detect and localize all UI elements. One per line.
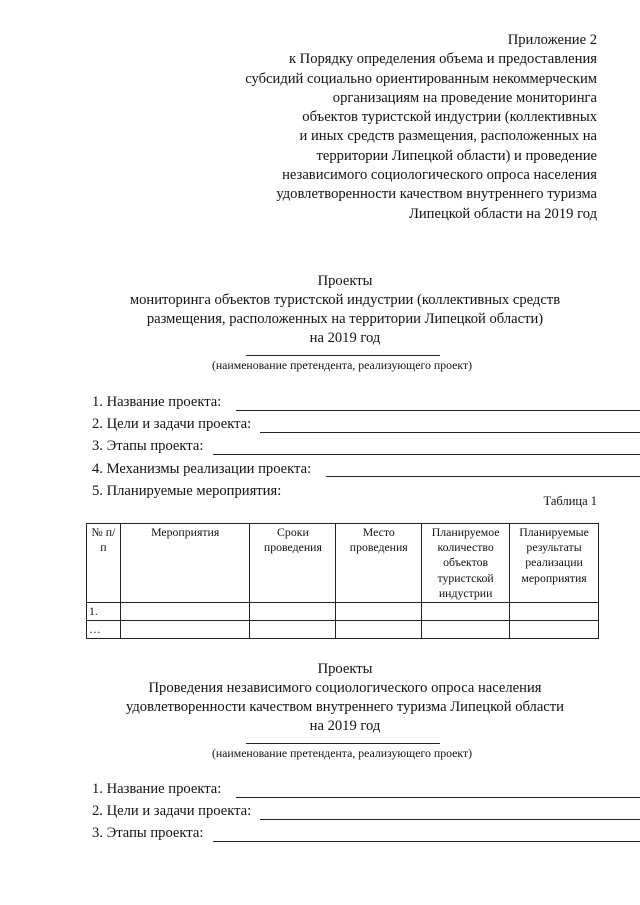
section1-title-line: мониторинга объектов туристской индустрии (коллективных средств: [129, 292, 561, 308]
goals-field[interactable]: [260, 432, 640, 433]
project-name-field-2[interactable]: [236, 797, 640, 798]
col-header-activities: Мероприятия: [120, 524, 250, 603]
mechanisms-item: [92, 458, 311, 480]
appendix-line: субсидий социально ориентированным некоммерческим: [245, 70, 597, 87]
goals-field-2[interactable]: [260, 819, 640, 820]
table-cell[interactable]: [120, 621, 250, 639]
section1-title-line: Проекты: [317, 273, 373, 289]
table-cell[interactable]: [422, 603, 510, 621]
section1-title: [0, 272, 640, 348]
applicant-name-line: [246, 355, 440, 356]
table-row: [87, 621, 599, 639]
table-cell[interactable]: [250, 621, 336, 639]
appendix-line: удовлетворенности качеством внутреннего туризма: [276, 186, 597, 203]
section2-title-line: удовлетворенности качеством внутреннего туризма Липецкой области: [126, 699, 564, 715]
section2-items: [92, 778, 251, 845]
appendix-line: Липецкой области на 2019 год: [408, 205, 597, 222]
planned-activities-label: 5. Планируемые мероприятия:: [92, 482, 282, 499]
planned-activities-item: [92, 480, 311, 502]
section2-title-line: Проведения независимого социологического опроса населения: [148, 680, 542, 696]
section2-title: [0, 660, 640, 736]
section2-title-line: Проекты: [317, 661, 373, 677]
table-cell[interactable]: [510, 603, 599, 621]
appendix-line: организациям на проведение мониторинга: [332, 89, 597, 106]
mechanisms-label: 4. Механизмы реализации проекта:: [92, 460, 312, 477]
table-cell[interactable]: [120, 603, 250, 621]
table-cell[interactable]: [336, 603, 422, 621]
applicant-name-line-2: [246, 743, 440, 744]
stages-label-2: 3. Этапы проекта:: [92, 825, 204, 842]
stages-field-2[interactable]: [213, 841, 640, 842]
applicant-caption: (наименование претендента, реализующего проект): [211, 358, 473, 372]
appendix-line: Приложение 2: [507, 32, 597, 48]
appendix-line: территории Липецкой области) и проведение: [316, 147, 597, 164]
table-row: [87, 603, 599, 621]
goals-label: 2. Цели и задачи проекта:: [92, 416, 252, 433]
section2-title-line: на 2019 год: [309, 718, 381, 734]
section1-title-line: на 2019 год: [309, 330, 381, 346]
table-cell[interactable]: [422, 621, 510, 639]
appendix-line: независимого социологического опроса населения: [282, 167, 597, 184]
section1-title-line: размещения, расположенных на территории Липецкой области): [146, 311, 544, 327]
col-header-number: № п/п: [87, 524, 121, 603]
project-name-label-2: 1. Название проекта:: [92, 781, 222, 797]
table-cell[interactable]: [250, 603, 336, 621]
stages-item: [92, 435, 311, 457]
section1-items: [92, 391, 311, 502]
col-header-place: Место проведения: [336, 524, 422, 603]
activities-table: [86, 523, 599, 639]
table-cell[interactable]: 1.: [87, 603, 121, 621]
col-header-planned-results: Планируемые результаты реализации мероприятия: [510, 524, 599, 603]
goals-item-2: [92, 800, 251, 822]
stages-field[interactable]: [213, 454, 640, 455]
mechanisms-field[interactable]: [326, 476, 640, 477]
appendix-header: [245, 31, 597, 224]
col-header-dates: Сроки проведения: [250, 524, 336, 603]
project-name-item: [92, 391, 311, 413]
stages-item-2: [92, 822, 251, 844]
appendix-line: к Порядку определения объема и предоставления: [288, 51, 597, 68]
appendix-line: объектов туристской индустрии (коллективных: [302, 109, 597, 126]
col-header-planned-count: Планируемое количество объектов туристской индустрии: [422, 524, 510, 603]
project-name-item-2: [92, 778, 251, 800]
stages-label: 3. Этапы проекта:: [92, 438, 204, 455]
table-cell[interactable]: …: [87, 621, 121, 639]
table-cell[interactable]: [510, 621, 599, 639]
table-cell[interactable]: [336, 621, 422, 639]
table-label: Таблица 1: [543, 494, 597, 508]
appendix-line: и иных средств размещения, расположенных на: [299, 128, 597, 145]
goals-label-2: 2. Цели и задачи проекта:: [92, 803, 252, 820]
goals-item: [92, 413, 311, 435]
table-header-row: [87, 524, 599, 603]
project-name-field[interactable]: [236, 410, 640, 411]
project-name-label: 1. Название проекта:: [92, 394, 222, 410]
applicant-caption-2: (наименование претендента, реализующего проект): [211, 746, 473, 760]
